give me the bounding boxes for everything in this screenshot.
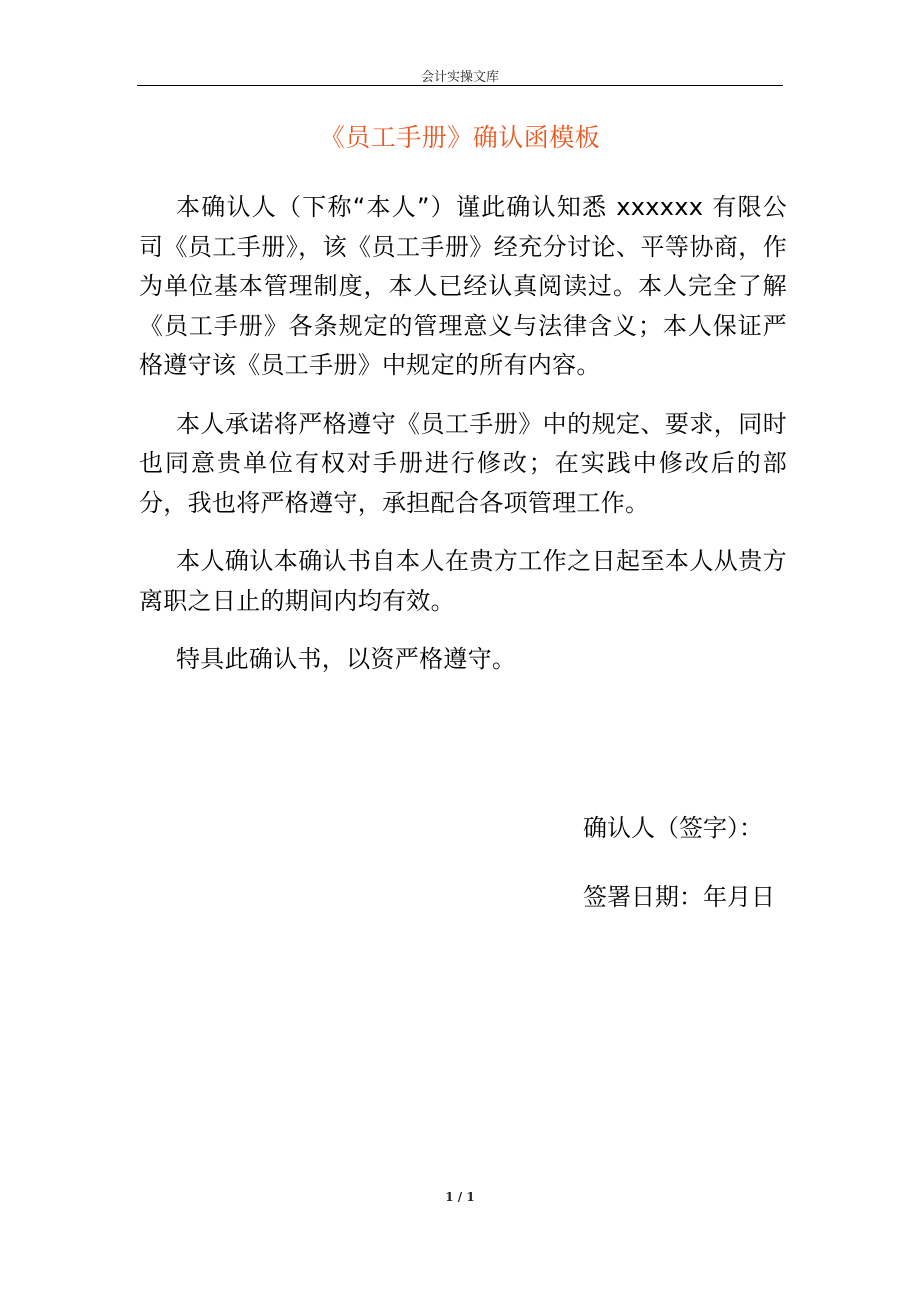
paragraph-closing: 特具此确认书，以资严格遵守。: [176, 645, 517, 673]
document-body: [139, 188, 787, 699]
paragraph-commitment: 本人承诺将严格遵守《员工手册》中的规定、要求，同时也同意贵单位有权对手册进行修改；在实践中修改后的部分，我也将严格遵守，承担配合各项管理工作。: [139, 409, 787, 517]
date-label: 签署日期：年月日: [583, 883, 775, 911]
page-header: 会计实操文库: [420, 70, 499, 85]
page-number: 1 / 1: [445, 1190, 475, 1204]
header-divider: [137, 85, 783, 86]
document-title: 《员工手册》确认函模板: [319, 123, 601, 152]
paragraph-validity: 本人确认本确认书自本人在贵方工作之日起至本人从贵方离职之日止的期间内均有效。: [139, 547, 787, 615]
signature-label: 确认人（签字）：: [583, 814, 763, 842]
paragraph-acknowledgement: 本确认人（下称“本人”）谨此确认知悉 xxxxxx 有限公司《员工手册》，该《员工手册》经充分讨论、平等协商，作为单位基本管理制度，本人已经认真阅读过。本人完全了解《员工手册》各条规定的管理意义与法律含义；本人保证严格遵守该《员工手册》中规定的所有内容。: [139, 193, 787, 379]
